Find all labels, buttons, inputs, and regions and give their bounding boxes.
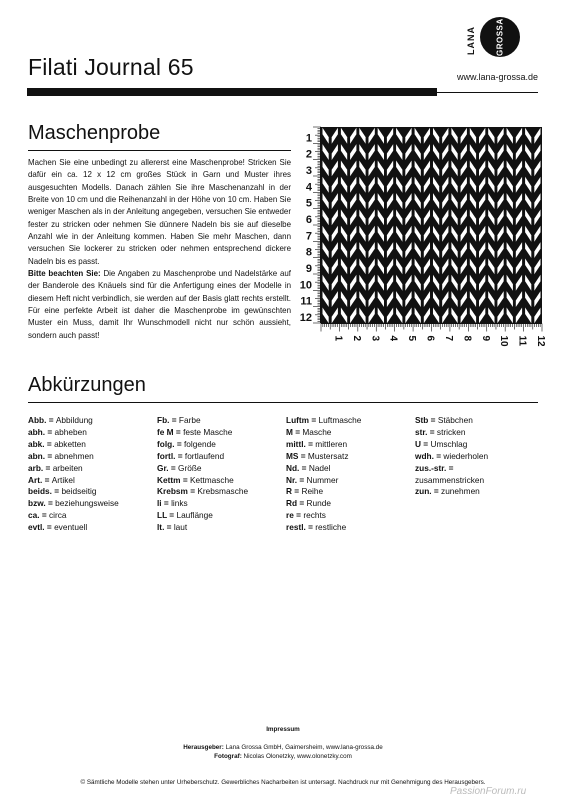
abbreviation-meaning: fortlaufend <box>184 450 225 461</box>
abbreviation-item <box>157 427 248 439</box>
abbreviation-item <box>28 475 119 487</box>
abbreviation-term: Luftm = <box>286 415 319 425</box>
abbreviation-term: Nd. = <box>286 462 309 473</box>
abbreviation-item <box>28 463 119 475</box>
abbreviation-item <box>157 451 248 463</box>
abbreviation-term: fe M = <box>157 426 184 437</box>
abbreviation-term: zun. = <box>415 486 442 497</box>
abbreviation-item <box>286 475 361 487</box>
abbreviation-term: evtl. = <box>28 522 55 533</box>
abbreviation-item <box>28 486 119 498</box>
abbreviation-term: Stb = <box>415 415 438 425</box>
knit-fabric <box>321 127 542 323</box>
abbreviation-meaning: wiederholen <box>443 450 489 461</box>
abbreviation-item <box>28 415 119 427</box>
abbreviation-meaning: Stäbchen <box>437 415 473 425</box>
photographer-text: Nicolas Olonetzky, www.olonetzky.com <box>241 753 352 760</box>
abbreviation-term: restl. = <box>286 522 316 533</box>
vertical-ruler-number: 1 <box>305 132 312 145</box>
abbreviation-meaning: arbeiten <box>52 462 83 473</box>
abbreviation-item <box>157 522 248 534</box>
abbreviation-term: re = <box>286 510 304 521</box>
abbreviation-item <box>286 463 361 475</box>
vertical-ruler-number: 5 <box>305 197 312 210</box>
horizontal-ruler-number: 1 <box>332 335 344 342</box>
abbreviation-term: str. = <box>415 426 437 437</box>
publisher-label: Herausgeber: <box>183 744 224 751</box>
maschenprobe-paragraph: Machen Sie eine unbedingt zu allererst eine Maschenprobe! Stricken Sie dafür ein ca. 12 x 12 cm großes Stück in Garn und Muster ihres ausgesuchten Modells. Danach zählen Sie ihre Maschenanzahl in der Breite von 10 cm und die Reihenanzahl in der Höhe von 10 cm. Haben Sie weniger Maschen als in der Anleitung angegeben, versuchen Sie entweder fester zu stricken oder nehmen Sie dünnere Nadeln bis sie auf dieselbe Anzahl wie in der Anleitung kommen. Haben Sie mehr Maschen, dann versuchen Sie lockerer zu stricken oder nehmen entsprechend dickere Nadeln bis es passt. <box>28 158 291 266</box>
abbreviation-meaning: eventuell <box>54 522 88 533</box>
abbreviation-meaning: feste Masche <box>183 426 233 437</box>
abbreviation-term: mittl. = <box>286 438 316 449</box>
abbreviation-term: Krebsm = <box>157 486 198 497</box>
horizontal-ruler-number: 12 <box>535 335 546 347</box>
abbreviation-item <box>415 486 488 498</box>
lana-grossa-logo <box>466 17 520 67</box>
maschenprobe-note-label: Bitte beachten Sie: <box>28 269 101 279</box>
horizontal-ruler-number: 9 <box>479 335 491 342</box>
abbreviation-item <box>28 439 119 451</box>
abbreviation-item <box>28 522 119 534</box>
abbreviation-meaning: rechts <box>303 510 326 521</box>
abbreviation-term: abk. = <box>28 438 55 449</box>
abbreviation-term: MS = <box>286 450 308 461</box>
abbreviation-term: abh. = <box>28 426 55 437</box>
abbreviation-term: Art. = <box>28 474 52 485</box>
abbreviation-term: Nr. = <box>286 474 307 485</box>
abbreviation-item <box>157 475 248 487</box>
abbreviation-meaning: zusammenstricken <box>415 474 485 485</box>
abbreviation-meaning: Abbildung <box>55 415 93 425</box>
abbreviation-term: R = <box>286 486 302 497</box>
logo-lana-text: LANA <box>466 26 476 56</box>
publisher-line <box>0 744 566 751</box>
abbreviation-term: U = <box>415 438 431 449</box>
vertical-ruler-number: 3 <box>305 165 312 177</box>
abbreviation-item <box>286 427 361 439</box>
vertical-ruler-number: 10 <box>299 279 312 292</box>
abbreviation-item <box>157 463 248 475</box>
abbreviation-meaning: beidseitig <box>61 486 97 497</box>
vertical-ruler-number: 8 <box>305 246 312 259</box>
horizontal-ruler-number: 6 <box>424 335 436 342</box>
abbreviation-term: zus.-str. = <box>415 462 454 473</box>
abbreviation-term: wdh. = <box>415 450 444 461</box>
horizontal-ruler-number: 10 <box>498 335 510 347</box>
vertical-ruler-number: 7 <box>305 230 312 243</box>
abbreviation-meaning: Nadel <box>308 462 331 473</box>
abbreviation-meaning: Luftmasche <box>318 415 362 425</box>
horizontal-ruler-number: 3 <box>369 335 381 342</box>
abbreviation-meaning: Mustersatz <box>307 450 349 461</box>
horizontal-ruler-number: 7 <box>442 335 454 342</box>
abbreviation-meaning: restliche <box>315 522 347 533</box>
abbreviation-term: fortl. = <box>157 450 185 461</box>
abbreviation-term: Abb. = <box>28 415 56 425</box>
abbreviation-item <box>415 439 488 451</box>
abbreviation-meaning: Artikel <box>51 474 75 485</box>
abbreviation-item <box>157 439 248 451</box>
abbreviation-term: M = <box>286 426 303 437</box>
gauge-swatch-diagram <box>299 127 546 347</box>
abbreviation-meaning: Runde <box>306 498 331 509</box>
abbreviation-meaning: abnehmen <box>54 450 94 461</box>
abbreviation-item <box>286 522 361 534</box>
abbreviation-term: bzw. = <box>28 498 56 509</box>
abbreviation-item <box>415 475 488 487</box>
horizontal-ruler-number: 11 <box>516 335 528 347</box>
abbreviation-term: abn. = <box>28 450 55 461</box>
abbreviation-meaning: Masche <box>302 426 332 437</box>
vertical-ruler-number: 12 <box>299 312 312 324</box>
abbreviation-item <box>157 486 248 498</box>
abbreviation-item <box>286 486 361 498</box>
abbreviation-item <box>286 439 361 451</box>
abbreviation-term: Rd = <box>286 498 307 509</box>
journal-title: Filati Journal 65 <box>28 54 194 80</box>
impressum-heading: Impressum <box>266 726 300 733</box>
horizontal-ruler-number: 4 <box>387 335 399 342</box>
publisher-text: Lana Grossa GmbH, Gaimersheim, www.lana-grossa.de <box>223 744 383 751</box>
abbreviation-meaning: laut <box>173 522 188 533</box>
horizontal-ruler-number: 2 <box>350 335 362 342</box>
abbreviation-item <box>415 415 488 427</box>
abbreviation-item <box>286 498 361 510</box>
section-title-maschenprobe: Maschenprobe <box>28 122 161 144</box>
abbreviation-meaning: Krebsmasche <box>197 486 249 497</box>
abbreviation-term: arb. = <box>28 462 53 473</box>
website-url[interactable]: www.lana-grossa.de <box>456 72 538 82</box>
copyright-notice: © Sämtliche Modelle stehen unter Urheberschutz. Gewerbliches Nacharbeiten ist untersagt. Nachdruck nur mit Genehmigung des Herausgebers. <box>80 779 486 786</box>
abbreviation-item <box>157 498 248 510</box>
abbreviation-item <box>28 510 119 522</box>
abbreviation-term: Fb. = <box>157 415 179 425</box>
abbreviation-item <box>157 510 248 522</box>
photographer-line <box>0 753 566 760</box>
abbreviation-meaning: zunehmen <box>441 486 480 497</box>
abbreviation-column-2 <box>157 415 248 534</box>
abbreviation-item <box>415 451 488 463</box>
header-bar <box>27 88 437 96</box>
abbreviation-column-1 <box>28 415 119 534</box>
abbreviation-meaning: stricken <box>436 426 466 437</box>
section-rule <box>28 150 291 151</box>
abbreviation-term: LL = <box>157 510 177 521</box>
abbreviation-item <box>157 415 248 427</box>
abbreviation-term: Gr. = <box>157 462 178 473</box>
abbreviation-meaning: beziehungsweise <box>55 498 119 509</box>
abbreviation-term: ca. = <box>28 510 49 521</box>
abbreviation-term: beids. = <box>28 486 62 497</box>
abbreviation-term: Kettm = <box>157 474 190 485</box>
abbreviation-meaning: circa <box>49 510 67 521</box>
abbreviation-meaning: Umschlag <box>430 438 468 449</box>
watermark: PassionForum.ru <box>450 786 527 797</box>
vertical-ruler-number: 6 <box>305 214 312 226</box>
vertical-ruler-number: 11 <box>300 295 312 308</box>
abbreviation-meaning: Farbe <box>178 415 201 425</box>
abbreviation-term: li = <box>157 498 172 509</box>
section-rule <box>28 402 538 403</box>
abbreviation-meaning: folgende <box>183 438 216 449</box>
logo-grossa-text: GROSSA <box>495 18 505 56</box>
section-title-abkuerzungen: Abkürzungen <box>28 374 146 396</box>
abbreviation-term: lt. = <box>157 522 174 533</box>
abbreviation-item <box>28 451 119 463</box>
abbreviation-meaning: Reihe <box>301 486 324 497</box>
abbreviation-term: folg. = <box>157 438 184 449</box>
abbreviation-item <box>415 427 488 439</box>
abbreviation-item <box>286 451 361 463</box>
abbreviation-column-4 <box>415 415 488 498</box>
header-rule <box>437 92 538 93</box>
vertical-ruler-number: 9 <box>305 263 312 275</box>
photographer-label: Fotograf: <box>214 753 242 760</box>
abbreviation-item <box>415 463 488 475</box>
maschenprobe-note-text: Die Angaben zu Maschenprobe und Nadelstärke auf der Banderole des Knäuels sind für die Anfertigung eines der Modelle in diesem Heft nicht verbindlich, sie werden auf der Basis glatt rechts erstellt. Für eine perfekte Arbeit ist daher die Maschenprobe im gewünschten Muster ein Muss, damit Ihr Wunschmodell nicht nur schön aussieht, sondern auch passt! <box>28 269 291 340</box>
abbreviation-item <box>286 415 361 427</box>
abbreviation-meaning: abketten <box>54 438 86 449</box>
horizontal-ruler-number: 5 <box>406 335 418 342</box>
abbreviation-meaning: Größe <box>178 462 202 473</box>
vertical-ruler-number: 2 <box>305 148 312 161</box>
vertical-ruler-number: 4 <box>305 181 312 194</box>
abbreviation-column-3 <box>286 415 361 534</box>
horizontal-ruler-number: 8 <box>461 335 473 342</box>
abbreviation-meaning: abheben <box>54 426 87 437</box>
abbreviation-meaning: mittleren <box>315 438 348 449</box>
abbreviation-item <box>286 510 361 522</box>
abbreviation-item <box>28 498 119 510</box>
abbreviation-meaning: Kettmasche <box>189 474 234 485</box>
abbreviation-item <box>28 427 119 439</box>
abbreviation-meaning: Nummer <box>306 474 339 485</box>
abbreviation-meaning: links <box>171 498 188 509</box>
maschenprobe-text <box>28 157 291 342</box>
abbreviation-meaning: Lauflänge <box>176 510 213 521</box>
